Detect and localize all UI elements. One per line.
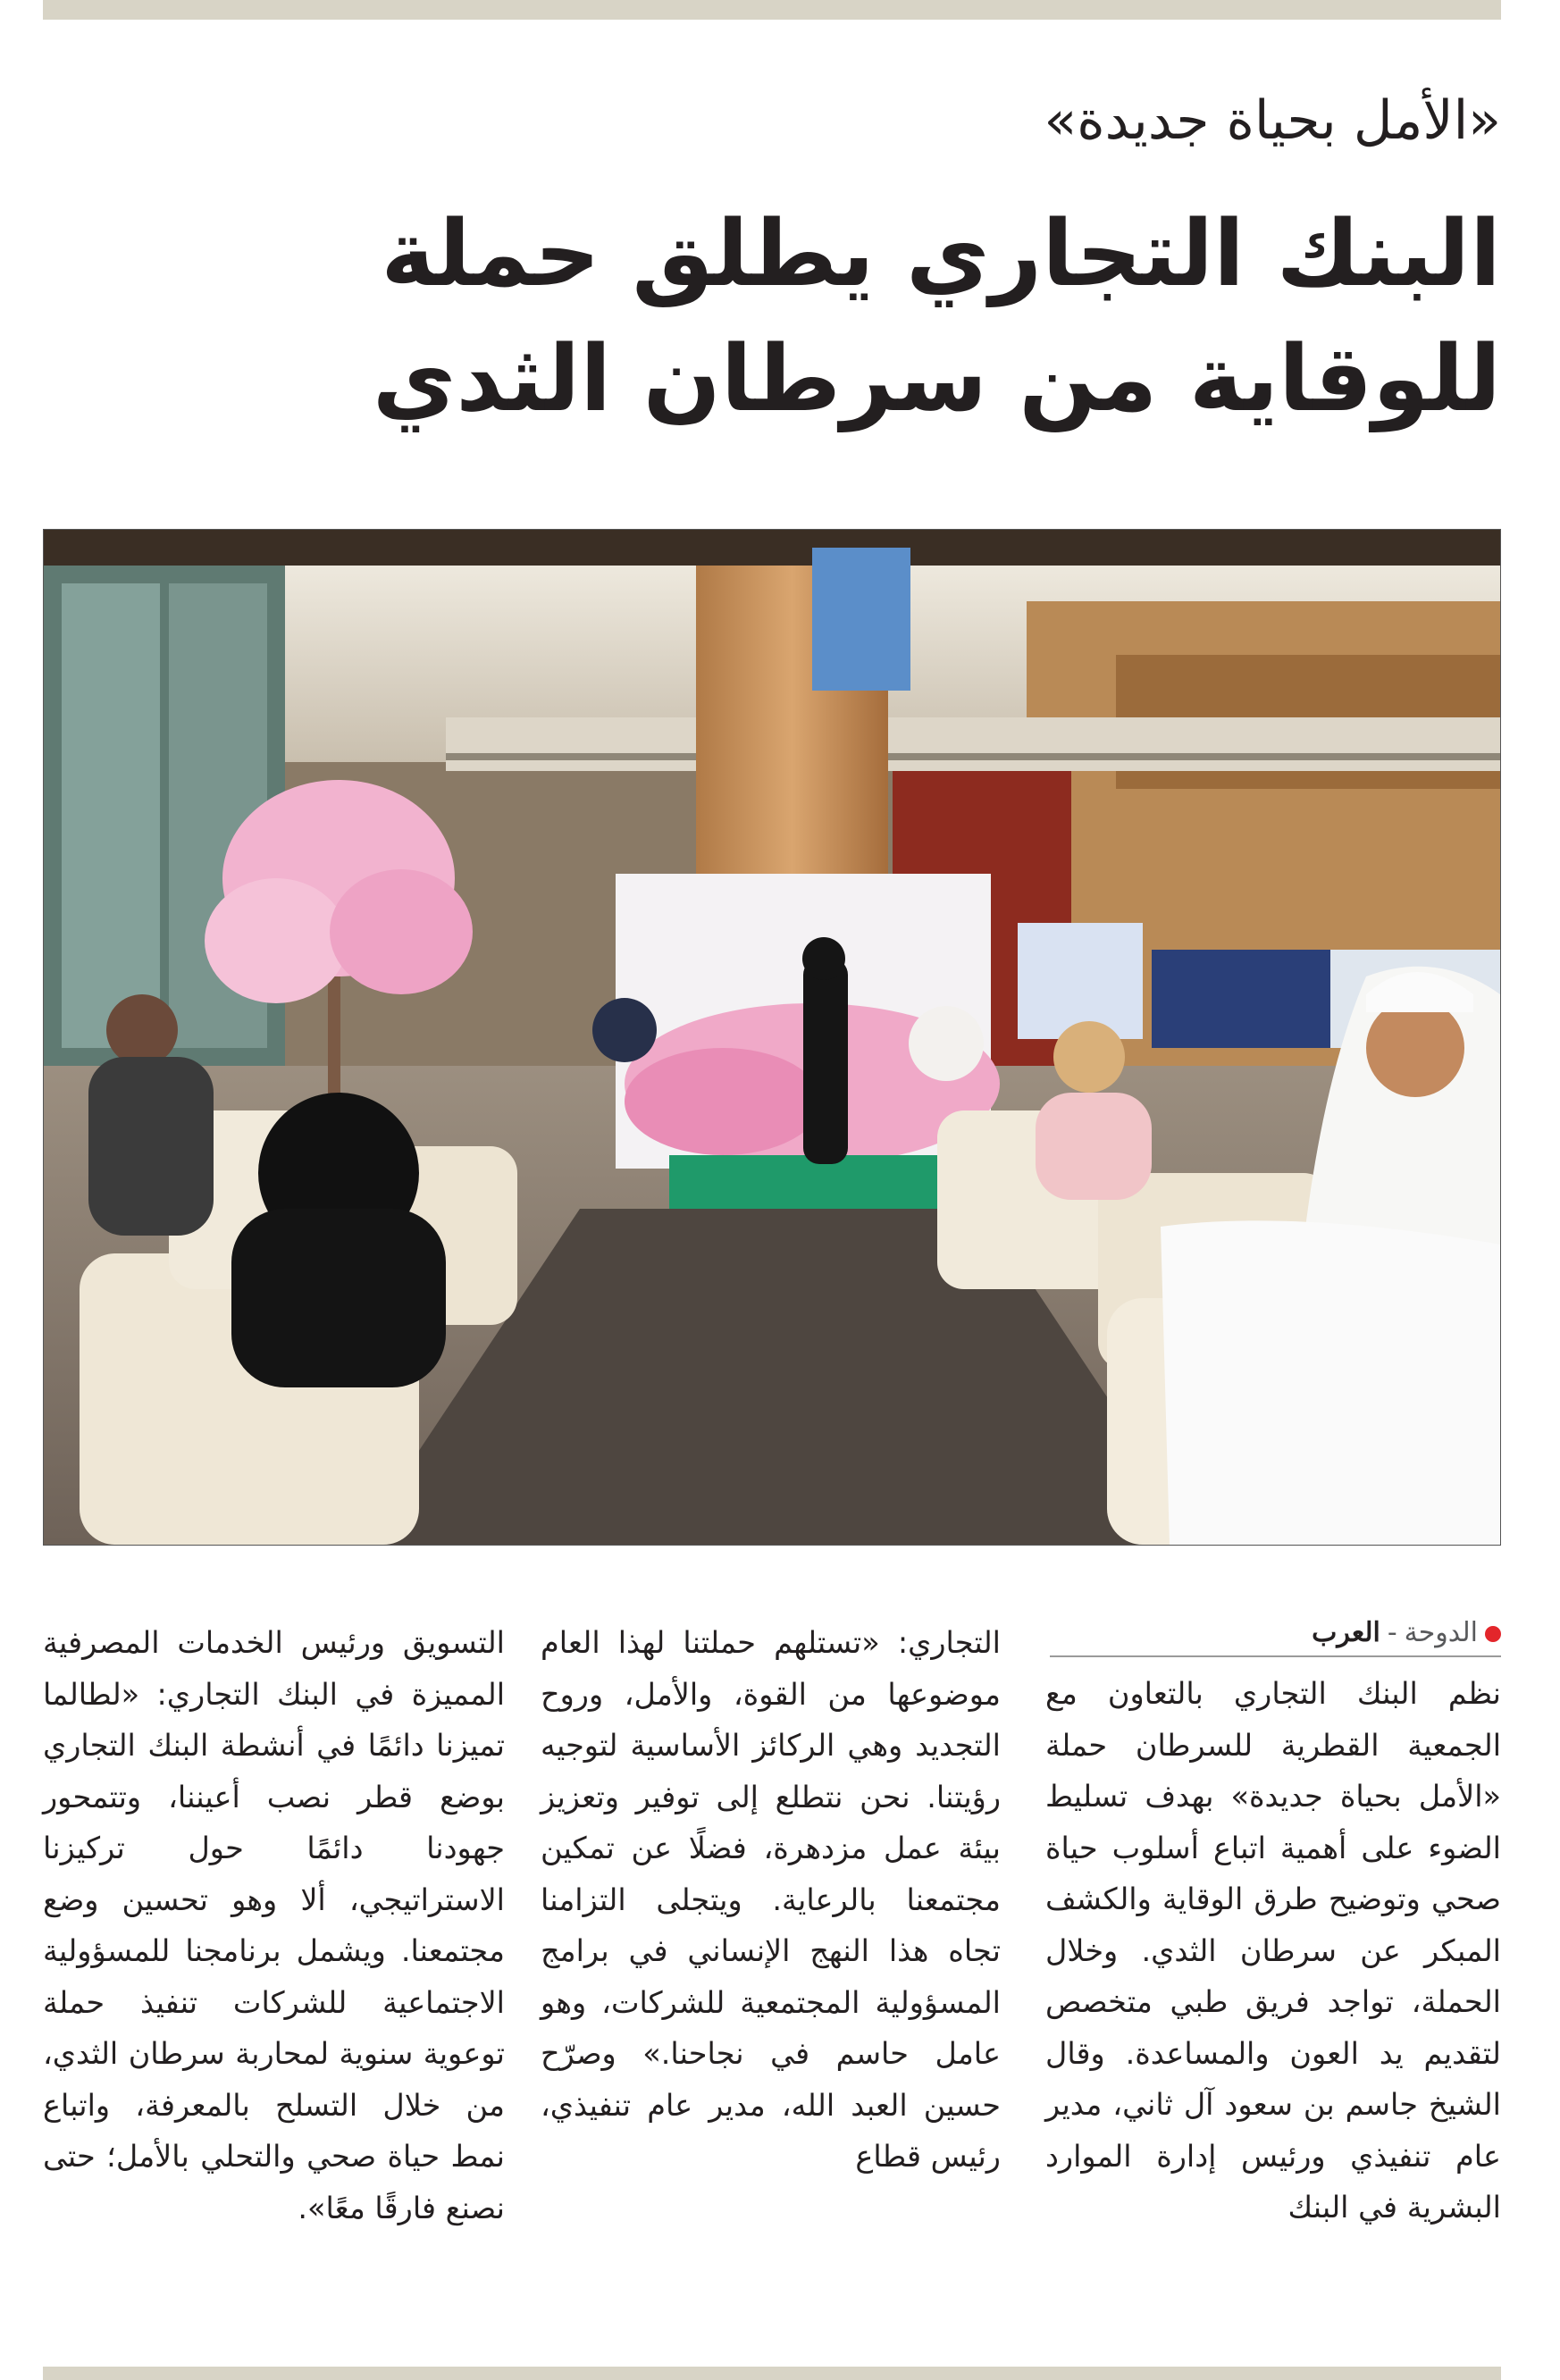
column-1-text: نظم البنك التجاري بالتعاون مع الجمعية القطرية للسرطان حملة «الأمل بحياة جديدة» بهدف تسليط الضوء على أهمية اتباع أسلوب حياة صحي وتوضيح طرق الوقاية والكشف المبكر عن سرطان الثدي. وخلال الحملة، تواجد فريق طبي متخصص لتقديم يد العون والمساعدة. وقال الشيخ جاسم بن سعود آل ثاني، مدير عام تنفيذي ورئيس إدارة الموارد البشرية في البنك — [1045, 1676, 1501, 2225]
byline-separator: - — [1387, 1617, 1397, 1648]
article-kicker: «الأمل بحياة جديدة» — [1044, 89, 1501, 152]
top-rule — [43, 0, 1501, 20]
bottom-rule — [43, 2367, 1501, 2380]
article-byline — [1050, 1611, 1501, 1657]
column-3-text: التسويق ورئيس الخدمات المصرفية المميزة في البنك التجاري: «لطالما تميزنا دائمًا في أنشطة البنك التجاري بوضع قطر نصب أعيننا، وتتمحور جهودنا دائمًا حول تركيزنا الاستراتيجي، ألا وهو تحسين وضع مجتمعنا. ويشمل برنامجنا للمسؤولية الاجتماعية للشركات تنفيذ حملة توعوية سنوية لمحاربة سرطان الثدي، من خلال التسلح بالمعرفة، واتباع نمط حياة صحي والتحلي بالأمل؛ حتى نصنع فارقًا معًا». — [43, 1625, 505, 2225]
red-dot-icon — [1485, 1626, 1501, 1642]
article-headline: البنك التجاري يطلق حملة للوقاية من سرطان الثدي — [372, 201, 1501, 432]
article-column-1 — [1045, 1668, 1501, 2233]
article-column-2 — [541, 1617, 1001, 2183]
column-2-text: التجاري: «تستلهم حملتنا لهذا العام موضوعها من القوة، والأمل، وروح التجديد وهي الركائز الأساسية لتوجيه رؤيتنا. نحن نتطلع إلى توفير وتعزيز بيئة عمل مزدهرة، فضلًا عن تمكين مجتمعنا بالرعاية. ويتجلى التزامنا تجاه هذا النهج الإنساني في برامج المسؤولية المجتمعية للشركات، وهو عامل حاسم في نجاحنا.» وصرّح حسين العبد الله، مدير عام تنفيذي، رئيس قطاع — [541, 1625, 1001, 2174]
article-column-3 — [43, 1617, 505, 2233]
byline-publication: العرب — [1312, 1617, 1380, 1648]
article-photo — [43, 529, 1501, 1546]
byline-city: الدوحة — [1404, 1617, 1478, 1648]
